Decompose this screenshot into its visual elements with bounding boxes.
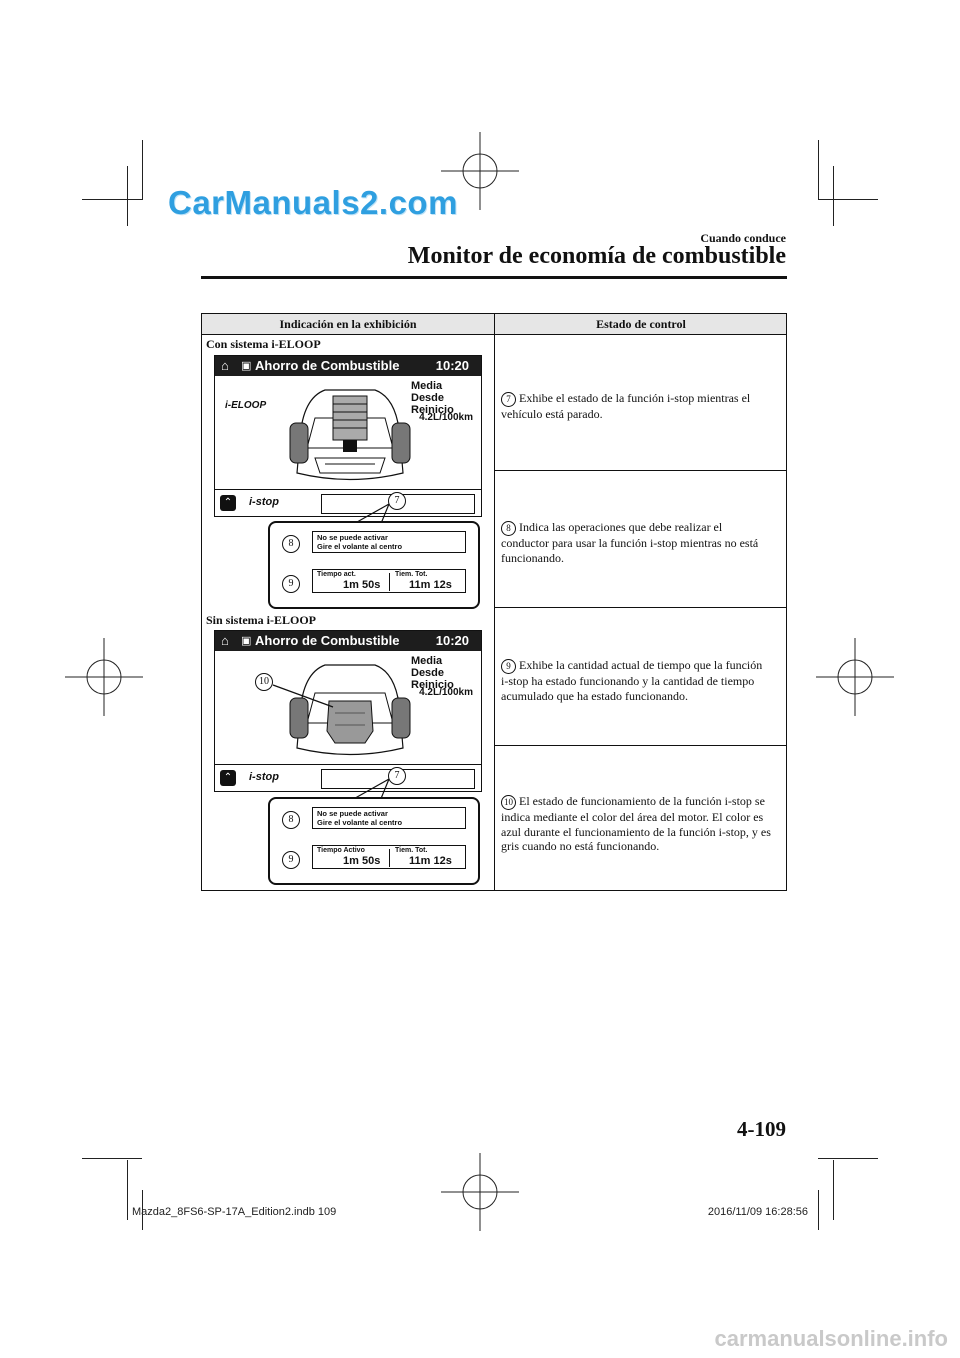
registration-mark-icon (65, 638, 143, 716)
total-time-value: 11m 12s (409, 579, 452, 591)
callout-8: 8 (282, 535, 300, 553)
label-without-eloop: Sin sistema i-ELOOP (206, 613, 317, 627)
istop-toggle-button[interactable]: ⌃ (220, 770, 236, 786)
crop-mark (833, 1160, 834, 1220)
watermark-bottom[interactable]: carmanualsonline.info (714, 1326, 948, 1351)
column-divider (494, 314, 495, 890)
crop-mark (127, 166, 128, 226)
fuel-economy-value: 4.2L/100km (419, 412, 473, 423)
table-row: 10 El estado de funcionamiento de la función i-stop se indica mediante el color del área del motor. El color es azul durante el funcionamiento de la función i-stop, y es gris cuando no está funcionando. (501, 794, 771, 853)
footer-date-info: 2016/11/09 16:28:56 (707, 1206, 808, 1218)
total-time-label: Tiem. Tot. (395, 571, 428, 578)
screen-title: Ahorro de Combustible (255, 358, 400, 373)
leader-line (271, 681, 341, 711)
home-icon: ⌂ (221, 358, 229, 373)
home-icon: ⌂ (221, 633, 229, 648)
callout-9: 9 (282, 851, 300, 869)
crop-mark (82, 199, 142, 200)
istop-label: i-stop (249, 496, 279, 508)
page-title: Monitor de economía de combustible (407, 243, 786, 269)
screen-header (215, 631, 481, 651)
screen-title: Ahorro de Combustible (255, 633, 400, 648)
crop-mark (82, 1158, 142, 1159)
current-time-value: 1m 50s (343, 579, 381, 591)
fuel-icon: ▣ (241, 360, 252, 372)
time-separator (389, 573, 390, 591)
col-header-display: Indicación en la exhibición (279, 317, 417, 331)
istop-message: No se puede activar Gire el volante al centro (312, 531, 466, 553)
page-number: 4-109 (737, 1117, 786, 1141)
footer-file-info: Mazda2_8FS6-SP-17A_Edition2.indb 109 (132, 1206, 337, 1218)
watermark-top[interactable]: CarManuals2.com (168, 184, 458, 221)
average-label: Media Desde Reinicio (411, 380, 454, 416)
title-rule (201, 276, 787, 279)
crop-mark (818, 1158, 878, 1159)
istop-time-box (312, 845, 466, 869)
crop-mark (833, 166, 834, 226)
current-time-value: 1m 50s (343, 855, 381, 867)
crop-mark (142, 140, 143, 200)
table-row: 8 Indica las operaciones que debe realizar el conductor para usar la función i-stop mientras no está funcionando. (501, 520, 759, 565)
current-time-label: Tiempo Activo (317, 847, 365, 854)
callout-number: 7 (501, 392, 516, 407)
istop-message: No se puede activar Gire el volante al centro (312, 807, 466, 829)
current-time-label: Tiempo act. (317, 571, 356, 578)
istop-detail-callout (268, 797, 480, 885)
row-divider (494, 607, 787, 608)
eloop-label: i-ELOOP (225, 400, 267, 411)
registration-mark-icon (441, 1153, 519, 1231)
screen-time: 10:20 (435, 633, 469, 648)
screen-time: 10:20 (435, 358, 469, 373)
istop-toggle-button[interactable]: ⌃ (220, 495, 236, 511)
callout-number: 10 (501, 795, 516, 810)
row-divider (494, 470, 787, 471)
table-row: 9 Exhibe la cantidad actual de tiempo que la función i-stop ha estado funcionando y la cantidad de tiempo acumulado que ha estado funcionando. (501, 658, 763, 703)
crop-mark (127, 1160, 128, 1220)
time-separator (389, 849, 390, 867)
average-label: Media Desde Reinicio (411, 655, 454, 691)
callout-number: 9 (501, 659, 516, 674)
callout-8: 8 (282, 811, 300, 829)
istop-label: i-stop (249, 771, 279, 783)
fuel-economy-value: 4.2L/100km (419, 687, 473, 698)
col-header-status: Estado de control (596, 317, 686, 331)
callout-10: 10 (255, 673, 273, 691)
table-row: 7 Exhibe el estado de la función i-stop mientras el vehículo está parado. (501, 391, 751, 421)
screen-header (215, 356, 481, 376)
section-label: Cuando conduce (700, 231, 786, 245)
callout-number: 8 (501, 521, 516, 536)
crop-mark (818, 199, 878, 200)
label-with-eloop: Con sistema i-ELOOP (206, 337, 321, 351)
callout-7: 7 (388, 492, 406, 510)
crop-mark (818, 1190, 819, 1230)
fuel-icon: ▣ (241, 635, 252, 647)
total-time-label: Tiem. Tot. (395, 847, 428, 854)
crop-mark (818, 140, 819, 200)
total-time-value: 11m 12s (409, 855, 452, 867)
callout-9: 9 (282, 575, 300, 593)
callout-7: 7 (388, 767, 406, 785)
istop-detail-callout (268, 521, 480, 609)
registration-mark-icon (816, 638, 894, 716)
row-divider (494, 745, 787, 746)
car-front-icon (285, 378, 415, 488)
istop-time-box (312, 569, 466, 593)
